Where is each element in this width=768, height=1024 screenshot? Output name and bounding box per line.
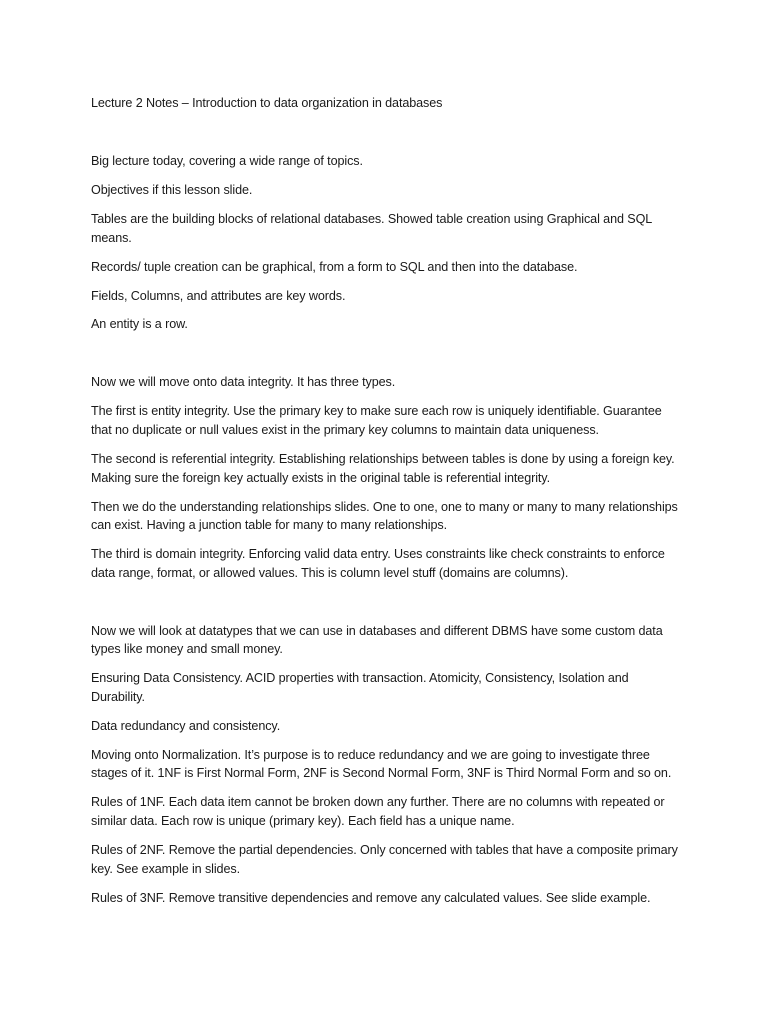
blank-line — [91, 593, 683, 612]
paragraph: The third is domain integrity. Enforcing valid data entry. Uses constraints like check constraints to enforce data range, format, or allowed values. This is column level stuff (domains are columns). — [91, 547, 665, 580]
paragraph: The second is referential integrity. Establishing relationships between tables is done by using a foreign key. Making sure the foreign key actually exists in the original table is referential integrity. — [91, 452, 675, 485]
paragraph: Ensuring Data Consistency. ACID properties with transaction. Atomicity, Consistency, Isolation and Durability. — [91, 671, 629, 704]
paragraph: The first is entity integrity. Use the primary key to make sure each row is uniquely identifiable. Guarantee that no duplicate or null values exist in the primary key columns to maintain data uniqueness. — [91, 404, 662, 438]
paragraph: An entity is a row. — [91, 317, 188, 332]
paragraph: Big lecture today, covering a wide range of topics. — [91, 153, 363, 168]
paragraph: Rules of 2NF. Remove the partial dependencies. Only concerned with tables that have a composite primary key. See example in slides. — [91, 843, 678, 876]
paragraph: Now we will look at datatypes that we can use in databases and different DBMS have some custom data types like money and small money. — [91, 623, 663, 657]
blank-line — [91, 123, 683, 142]
paragraph: Rules of 1NF. Each data item cannot be broken down any further. There are no columns with repeated or similar data. Each row is unique (primary key). Each field has a unique name. — [91, 795, 665, 829]
paragraph: Fields, Columns, and attributes are key words. — [91, 288, 346, 303]
blank-line — [91, 344, 683, 363]
paragraph: Data redundancy and consistency. — [91, 718, 281, 733]
document-body — [91, 94, 683, 918]
paragraph: Moving onto Normalization. It’s purpose is to reduce redundancy and we are going to investigate three stages of it. 1NF is First Normal Form, 2NF is Second Normal Form, 3NF is Third Normal Form and so on. — [91, 747, 672, 781]
paragraph: Tables are the building blocks of relational databases. Showed table creation using Graphical and SQL means. — [91, 211, 652, 245]
paragraph: Now we will move onto data integrity. It has three types. — [91, 375, 396, 390]
paragraph: Then we do the understanding relationships slides. One to one, one to many or many to many relationships can exist. Having a junction table for many to many relationships. — [91, 499, 678, 533]
paragraph: Objectives if this lesson slide. — [91, 182, 253, 197]
document-title: Lecture 2 Notes – Introduction to data organization in databases — [91, 96, 443, 110]
paragraph: Records/ tuple creation can be graphical, from a form to SQL and then into the database. — [91, 259, 578, 274]
paragraph: Rules of 3NF. Remove transitive dependencies and remove any calculated values. See slide example. — [91, 890, 651, 905]
